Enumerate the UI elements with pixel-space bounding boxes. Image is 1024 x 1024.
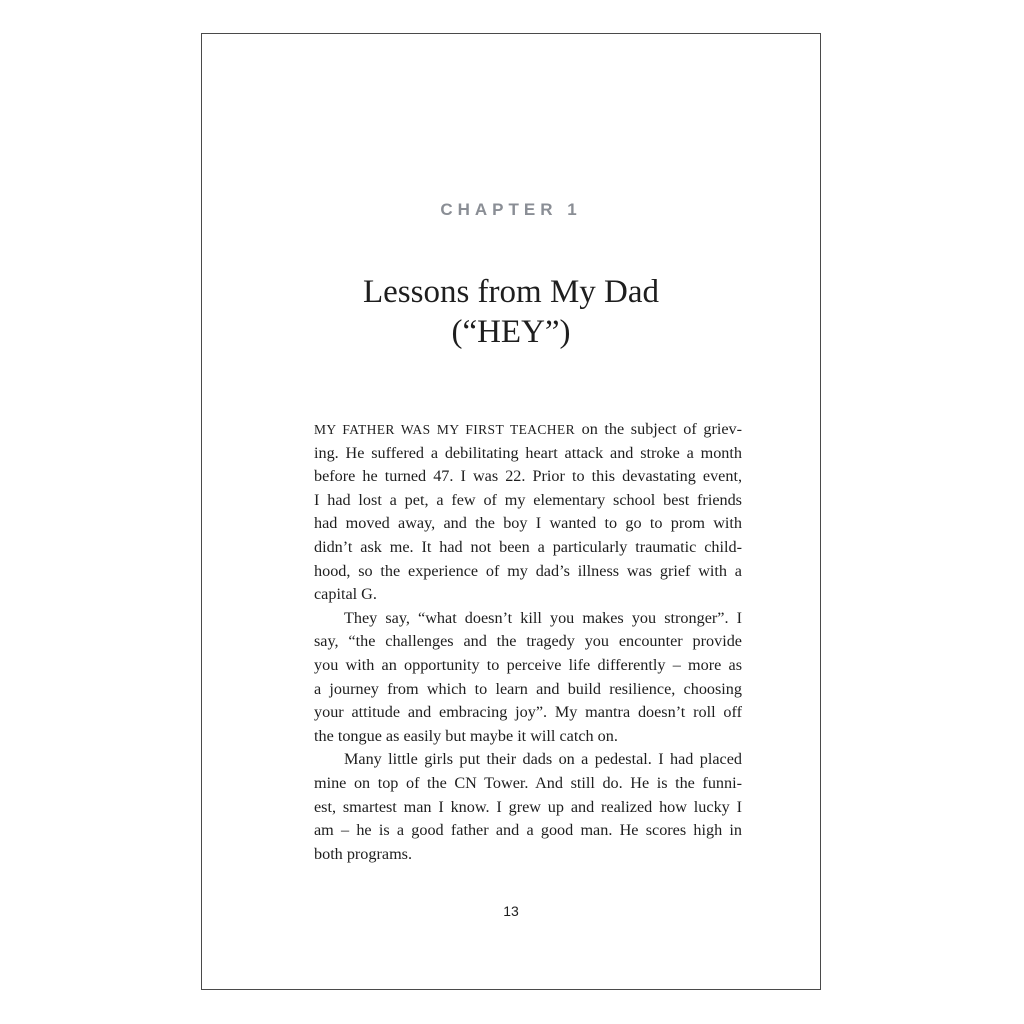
text-line: am – he is a good father and a good man. He scores high in — [314, 821, 742, 840]
text-line: ing. He suffered a debilitating heart attack and stroke a month — [314, 443, 742, 462]
chapter-title-line-2: (“HEY”) — [451, 314, 571, 350]
text-line — [314, 418, 742, 442]
text-line: They say, “what doesn’t kill you makes you stronger”. I — [344, 608, 742, 627]
text-line: the tongue as easily but maybe it will catch on. — [314, 726, 618, 745]
text-line: capital G. — [314, 585, 377, 604]
chapter-label: CHAPTER 1 — [440, 200, 582, 219]
text-line: had moved away, and the boy I wanted to go to prom with — [314, 514, 742, 533]
text-line: your attitude and embracing joy”. My mantra doesn’t roll off — [314, 703, 742, 722]
text-line: you with an opportunity to perceive life differently – more as — [314, 655, 742, 674]
chapter-title — [202, 272, 820, 352]
text-line: before he turned 47. I was 22. Prior to this devastating event, — [314, 467, 742, 486]
chapter-title-line-1: Lessons from My Dad — [362, 274, 660, 310]
body-text — [314, 418, 742, 866]
text-line: I had lost a pet, a few of my elementary school best friends — [314, 490, 742, 509]
text-line: didn’t ask me. It had not been a particularly traumatic child- — [314, 537, 742, 556]
text-line-fragment: on the subject of griev- — [575, 420, 743, 438]
text-line: est, smartest man I know. I grew up and realized how lucky I — [314, 797, 742, 816]
text-line: both programs. — [314, 844, 413, 863]
text-line: say, “the challenges and the tragedy you encounter provide — [314, 632, 742, 651]
text-line: Many little girls put their dads on a pedestal. I had placed — [344, 750, 742, 769]
text-line: a journey from which to learn and build resilience, choosing — [314, 679, 742, 698]
text-line: hood, so the experience of my dad’s illness was grief with a — [314, 561, 742, 580]
text-line: mine on top of the CN Tower. And still do. He is the funni- — [314, 773, 742, 792]
lead-in-smallcaps: MY FATHER WAS MY FIRST TEACHER — [314, 422, 575, 437]
page-number: 13 — [503, 903, 519, 919]
book-page — [201, 33, 821, 990]
